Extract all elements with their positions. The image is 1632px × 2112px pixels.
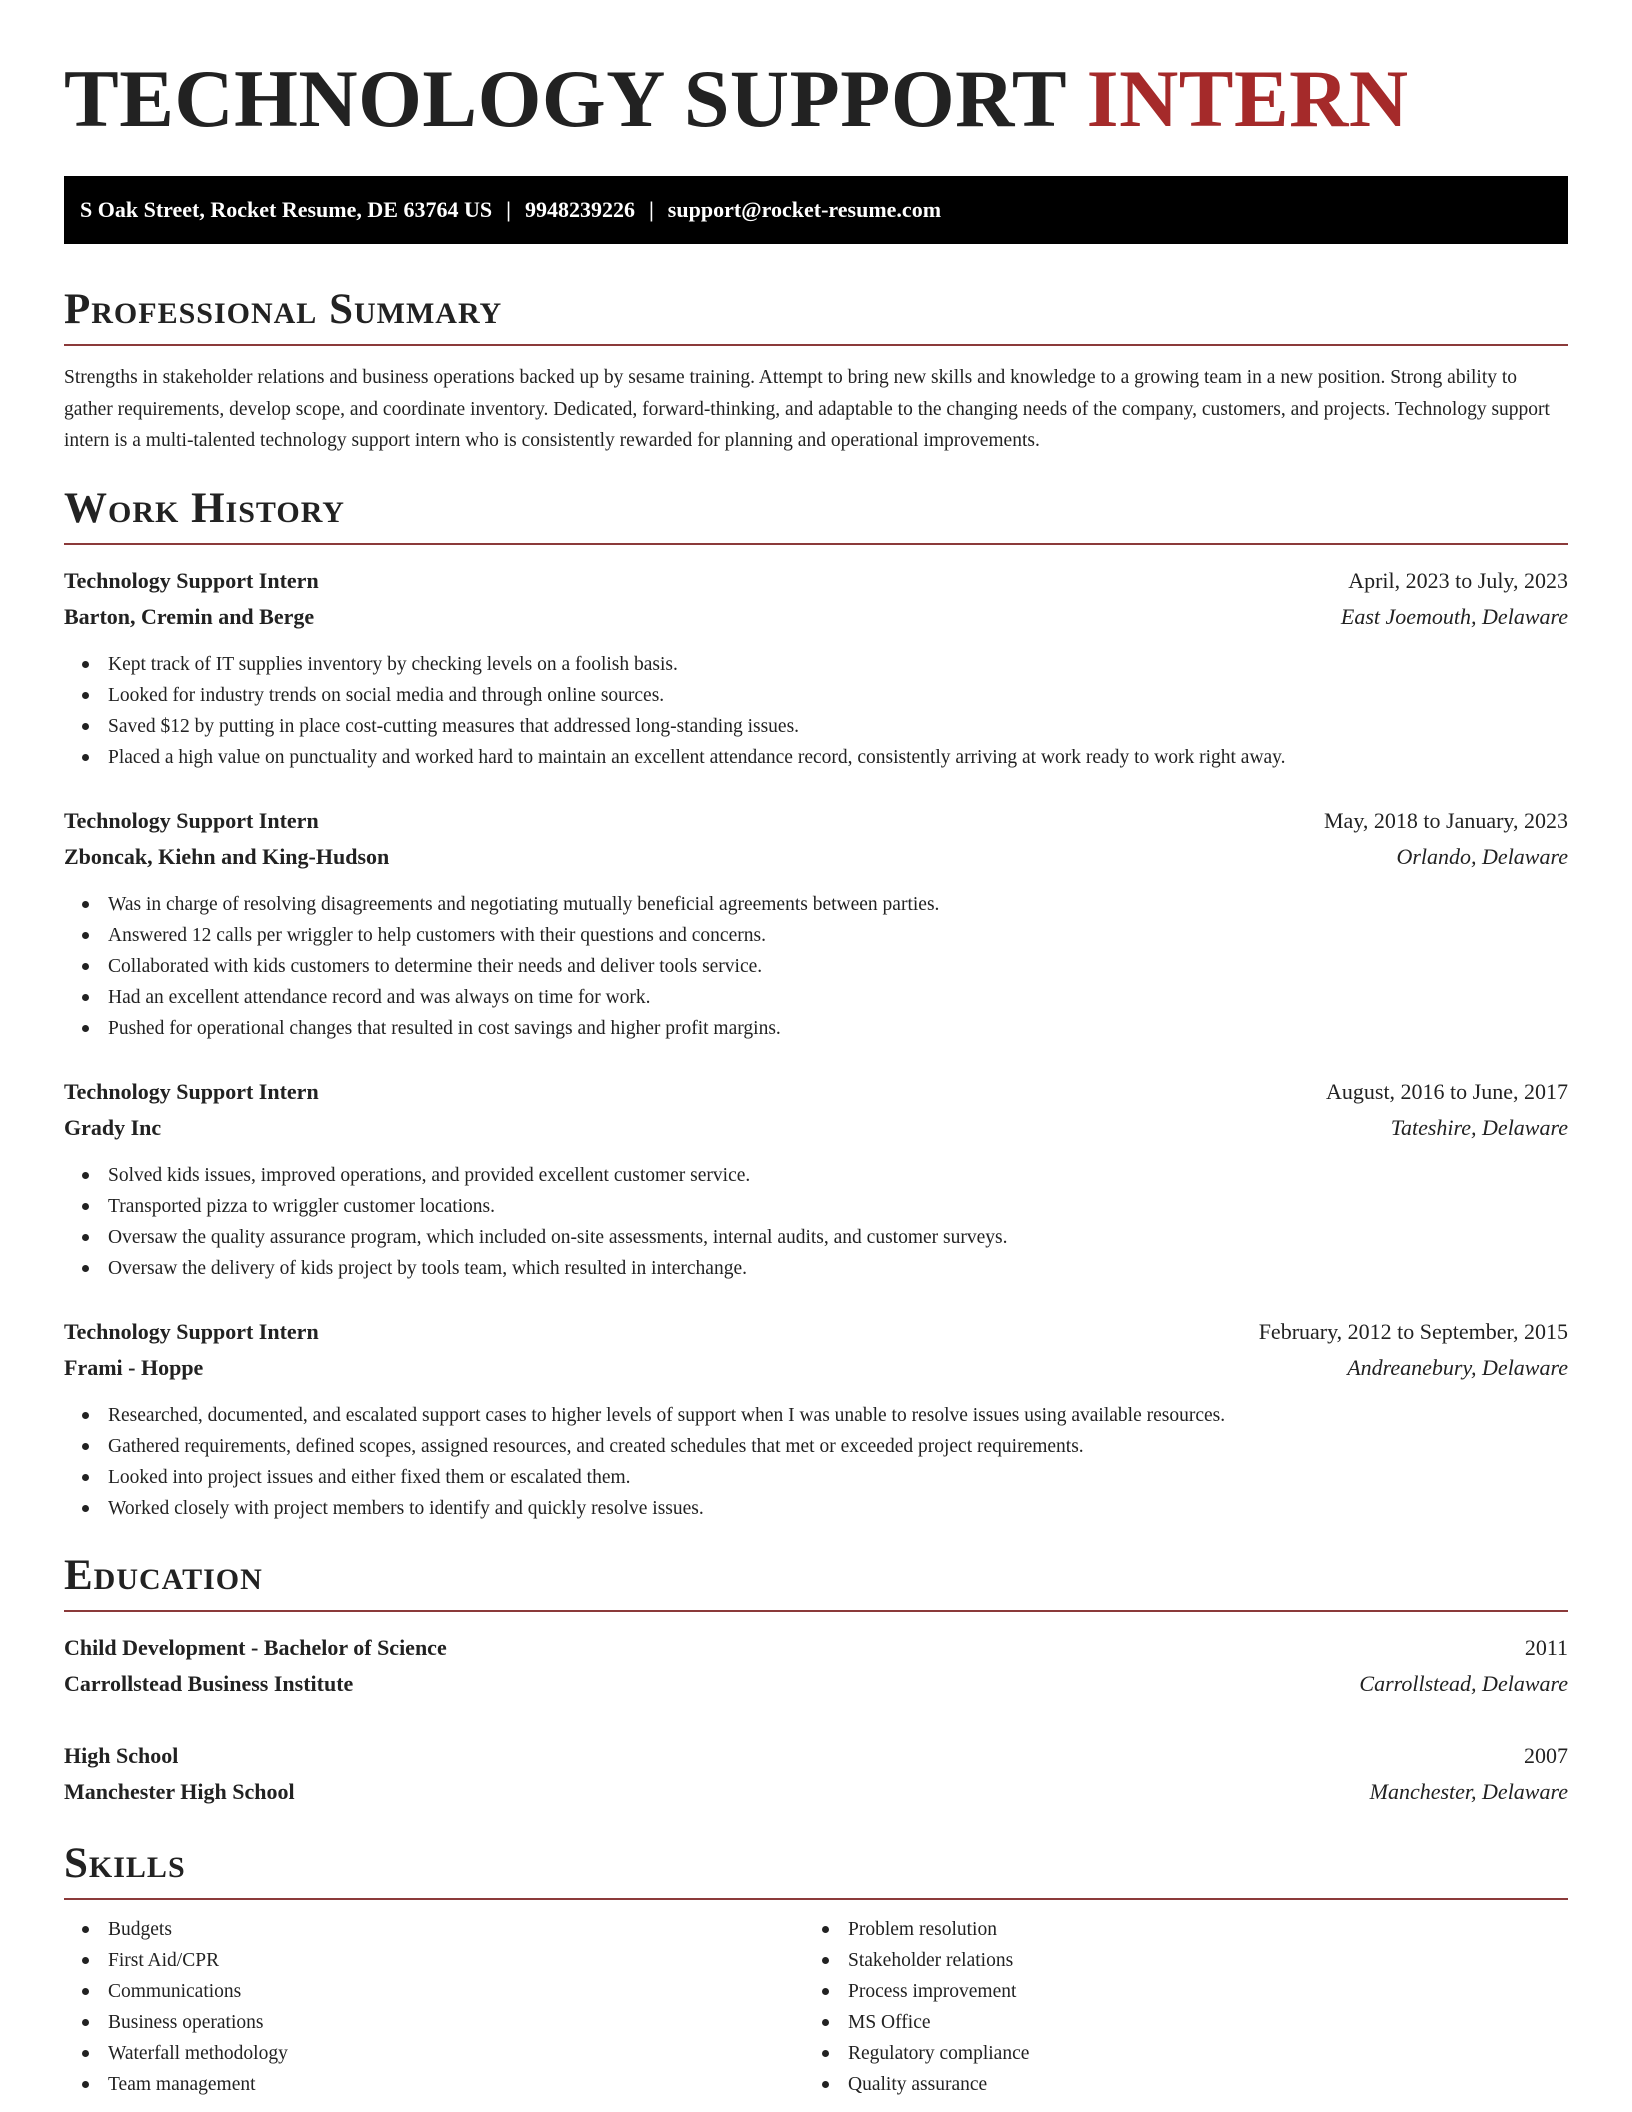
job-bullets xyxy=(64,1400,1568,1524)
skill-item xyxy=(64,2038,804,2069)
skill-item xyxy=(64,1945,804,1976)
title-accent: INTERN xyxy=(1086,53,1409,144)
education-header-row xyxy=(64,1738,1568,1774)
education-degree: Child Development - Bachelor of Science xyxy=(64,1634,447,1660)
education-entry xyxy=(64,1630,1568,1702)
section-heading-skills: Skills xyxy=(64,1838,1568,1900)
job-location: East Joemouth, Delaware xyxy=(1340,603,1568,629)
skill-item xyxy=(804,2069,1544,2100)
job-bullet xyxy=(64,1160,1568,1191)
bullet-dot-icon xyxy=(82,1234,89,1241)
job-title: Technology Support Intern xyxy=(64,807,319,833)
skill-text: Quality assurance xyxy=(848,2073,988,2095)
education-section xyxy=(64,1550,1568,1810)
bullet-dot-icon xyxy=(82,1926,89,1933)
education-school: Carrollstead Business Institute xyxy=(64,1670,354,1696)
summary-section xyxy=(64,284,1568,457)
skill-text: Regulatory compliance xyxy=(848,2042,1030,2064)
job-company: Grady Inc xyxy=(64,1114,162,1140)
skill-text: Team management xyxy=(108,2073,256,2095)
job-header-row xyxy=(64,563,1568,599)
bullet-dot-icon xyxy=(822,2019,829,2026)
job-bullet xyxy=(64,951,1568,982)
bullet-dot-icon xyxy=(822,1957,829,1964)
education-location: Carrollstead, Delaware xyxy=(1359,1670,1568,1696)
skill-text: Business operations xyxy=(108,2011,264,2033)
education-degree: High School xyxy=(64,1742,179,1768)
skill-item xyxy=(804,2038,1544,2069)
bullet-dot-icon xyxy=(82,1988,89,1995)
bullet-dot-icon xyxy=(82,1443,89,1450)
education-location: Manchester, Delaware xyxy=(1369,1778,1568,1804)
skills-column-right xyxy=(804,1914,1544,2100)
bullet-dot-icon xyxy=(82,901,89,908)
job-bullet xyxy=(64,1493,1568,1524)
job-bullet-text: Placed a high value on punctuality and worked hard to maintain an excellent attendance record, consistently arriving at work ready to work right away. xyxy=(108,746,1286,768)
job-bullet xyxy=(64,1222,1568,1253)
job-bullet xyxy=(64,982,1568,1013)
job-bullet xyxy=(64,742,1568,773)
job-bullet-text: Transported pizza to wriggler customer locations. xyxy=(108,1195,496,1217)
bullet-dot-icon xyxy=(822,1988,829,1995)
job-bullet xyxy=(64,1191,1568,1222)
bullet-dot-icon xyxy=(82,932,89,939)
skill-text: Communications xyxy=(108,1980,242,2002)
title-main: TECHNOLOGY SUPPORT xyxy=(64,53,1066,144)
job-bullets xyxy=(64,649,1568,773)
job-bullet xyxy=(64,1013,1568,1044)
bullet-dot-icon xyxy=(82,1474,89,1481)
skills-section xyxy=(64,1838,1568,2100)
bullet-dot-icon xyxy=(822,2050,829,2057)
section-heading-summary: Professional Summary xyxy=(64,284,1568,346)
job-bullet xyxy=(64,680,1568,711)
job-company: Zboncak, Kiehn and King-Hudson xyxy=(64,843,390,869)
education-entry xyxy=(64,1738,1568,1810)
skill-text: Stakeholder relations xyxy=(848,1949,1014,1971)
skill-text: Waterfall methodology xyxy=(108,2042,288,2064)
job-bullet-text: Looked for industry trends on social media and through online sources. xyxy=(108,684,665,706)
contact-phone[interactable]: 9948239226 xyxy=(524,197,635,222)
skills-grid xyxy=(64,1914,1568,2100)
job-bullet-text: Solved kids issues, improved operations, and provided excellent customer service. xyxy=(108,1164,751,1186)
job-company-row xyxy=(64,1110,1568,1146)
bullet-dot-icon xyxy=(82,661,89,668)
bullet-dot-icon xyxy=(82,1505,89,1512)
job-title: Technology Support Intern xyxy=(64,1318,319,1344)
section-heading-work-history: Work History xyxy=(64,483,1568,545)
job-location: Tateshire, Delaware xyxy=(1390,1114,1568,1140)
job-location: Orlando, Delaware xyxy=(1396,843,1568,869)
skill-item xyxy=(804,1914,1544,1945)
resume-title xyxy=(64,0,1568,144)
skill-text: First Aid/CPR xyxy=(108,1949,220,1971)
job-entry xyxy=(64,1074,1568,1284)
bullet-dot-icon xyxy=(82,2050,89,2057)
contact-separator: | xyxy=(648,197,654,222)
education-school-row xyxy=(64,1666,1568,1702)
skill-item xyxy=(804,1976,1544,2007)
skill-item xyxy=(64,1914,804,1945)
job-entry xyxy=(64,563,1568,773)
bullet-dot-icon xyxy=(82,994,89,1001)
job-bullet xyxy=(64,649,1568,680)
skill-text: Problem resolution xyxy=(848,1918,997,1940)
skill-item xyxy=(64,1976,804,2007)
job-bullet-text: Gathered requirements, defined scopes, assigned resources, and created schedules that met or exceeded project requirements. xyxy=(108,1435,1084,1457)
work-history-section xyxy=(64,483,1568,1524)
job-bullet xyxy=(64,1462,1568,1493)
job-bullet-text: Was in charge of resolving disagreements and negotiating mutually beneficial agreements between parties. xyxy=(108,893,940,915)
bullet-dot-icon xyxy=(82,1172,89,1179)
bullet-dot-icon xyxy=(82,1265,89,1272)
job-bullet-text: Collaborated with kids customers to determine their needs and deliver tools service. xyxy=(108,955,763,977)
skill-text: Budgets xyxy=(108,1918,172,1940)
job-dates: August, 2016 to June, 2017 xyxy=(1326,1078,1568,1104)
education-year: 2007 xyxy=(1524,1742,1568,1768)
bullet-dot-icon xyxy=(82,1412,89,1419)
job-bullet-text: Oversaw the quality assurance program, which included on-site assessments, internal audits, and customer surveys. xyxy=(108,1226,1008,1248)
education-year: 2011 xyxy=(1524,1634,1568,1660)
job-bullet-text: Researched, documented, and escalated support cases to higher levels of support when I was unable to resolve issues using available resources. xyxy=(108,1404,1226,1426)
job-title: Technology Support Intern xyxy=(64,567,319,593)
job-header-row xyxy=(64,803,1568,839)
job-bullet xyxy=(64,1253,1568,1284)
skill-item xyxy=(64,2069,804,2100)
job-header-row xyxy=(64,1314,1568,1350)
job-company: Frami - Hoppe xyxy=(64,1354,204,1380)
job-company: Barton, Cremin and Berge xyxy=(64,603,315,629)
bullet-dot-icon xyxy=(822,2081,829,2088)
bullet-dot-icon xyxy=(82,723,89,730)
job-company-row xyxy=(64,839,1568,875)
job-bullet xyxy=(64,920,1568,951)
job-bullet-text: Worked closely with project members to identify and quickly resolve issues. xyxy=(108,1497,704,1519)
bullet-dot-icon xyxy=(82,754,89,761)
job-bullets xyxy=(64,889,1568,1044)
bullet-dot-icon xyxy=(82,1203,89,1210)
job-header-row xyxy=(64,1074,1568,1110)
skill-item xyxy=(804,1945,1544,1976)
skill-text: Process improvement xyxy=(848,1980,1017,2002)
summary-text: Strengths in stakeholder relations and business operations backed up by sesame training. Attempt to bring new skills and knowledge to a growing team in a new position. Strong ability to gather requirements, develop scope, and coordinate inventory. Dedicated, forward-thinking, and adaptable to the changing needs of the company, customers, and projects. Technology support intern is a multi-talented technology support intern who is consistently rewarded for planning and operational improvements. xyxy=(64,367,1550,451)
contact-address: S Oak Street, Rocket Resume, DE 63764 US xyxy=(80,197,493,222)
education-header-row xyxy=(64,1630,1568,1666)
job-bullets xyxy=(64,1160,1568,1284)
job-bullet xyxy=(64,711,1568,742)
job-company-row xyxy=(64,599,1568,635)
job-entry xyxy=(64,803,1568,1044)
job-dates: February, 2012 to September, 2015 xyxy=(1258,1318,1568,1344)
job-dates: April, 2023 to July, 2023 xyxy=(1348,567,1568,593)
job-bullet-text: Had an excellent attendance record and was always on time for work. xyxy=(108,986,651,1008)
skill-text: MS Office xyxy=(848,2011,931,2033)
job-bullet-text: Answered 12 calls per wriggler to help customers with their questions and concerns. xyxy=(108,924,766,946)
job-bullet-text: Pushed for operational changes that resulted in cost savings and higher profit margins. xyxy=(108,1017,781,1039)
job-location: Andreanebury, Delaware xyxy=(1347,1354,1568,1380)
job-entry xyxy=(64,1314,1568,1524)
skills-column-left xyxy=(64,1914,804,2100)
section-heading-education: Education xyxy=(64,1550,1568,1612)
job-bullet xyxy=(64,1431,1568,1462)
contact-email[interactable]: support@rocket-resume.com xyxy=(667,197,942,222)
job-bullet-text: Oversaw the delivery of kids project by tools team, which resulted in interchange. xyxy=(108,1257,747,1279)
job-dates: May, 2018 to January, 2023 xyxy=(1324,807,1568,833)
job-bullet-text: Saved $12 by putting in place cost-cutting measures that addressed long-standing issues. xyxy=(108,715,800,737)
bullet-dot-icon xyxy=(82,2081,89,2088)
skill-item xyxy=(804,2007,1544,2038)
bullet-dot-icon xyxy=(822,1926,829,1933)
skill-item xyxy=(64,2007,804,2038)
bullet-dot-icon xyxy=(82,2019,89,2026)
contact-bar xyxy=(64,176,1568,244)
contact-separator: | xyxy=(506,197,511,222)
job-title: Technology Support Intern xyxy=(64,1078,319,1104)
job-company-row xyxy=(64,1350,1568,1386)
bullet-dot-icon xyxy=(82,1957,89,1964)
education-school: Manchester High School xyxy=(64,1778,295,1804)
bullet-dot-icon xyxy=(82,963,89,970)
job-bullet xyxy=(64,889,1568,920)
bullet-dot-icon xyxy=(82,1025,89,1032)
education-school-row xyxy=(64,1774,1568,1810)
job-bullet-text: Kept track of IT supplies inventory by checking levels on a foolish basis. xyxy=(108,653,678,675)
job-bullet xyxy=(64,1400,1568,1431)
bullet-dot-icon xyxy=(82,692,89,699)
job-bullet-text: Looked into project issues and either fixed them or escalated them. xyxy=(108,1466,631,1488)
